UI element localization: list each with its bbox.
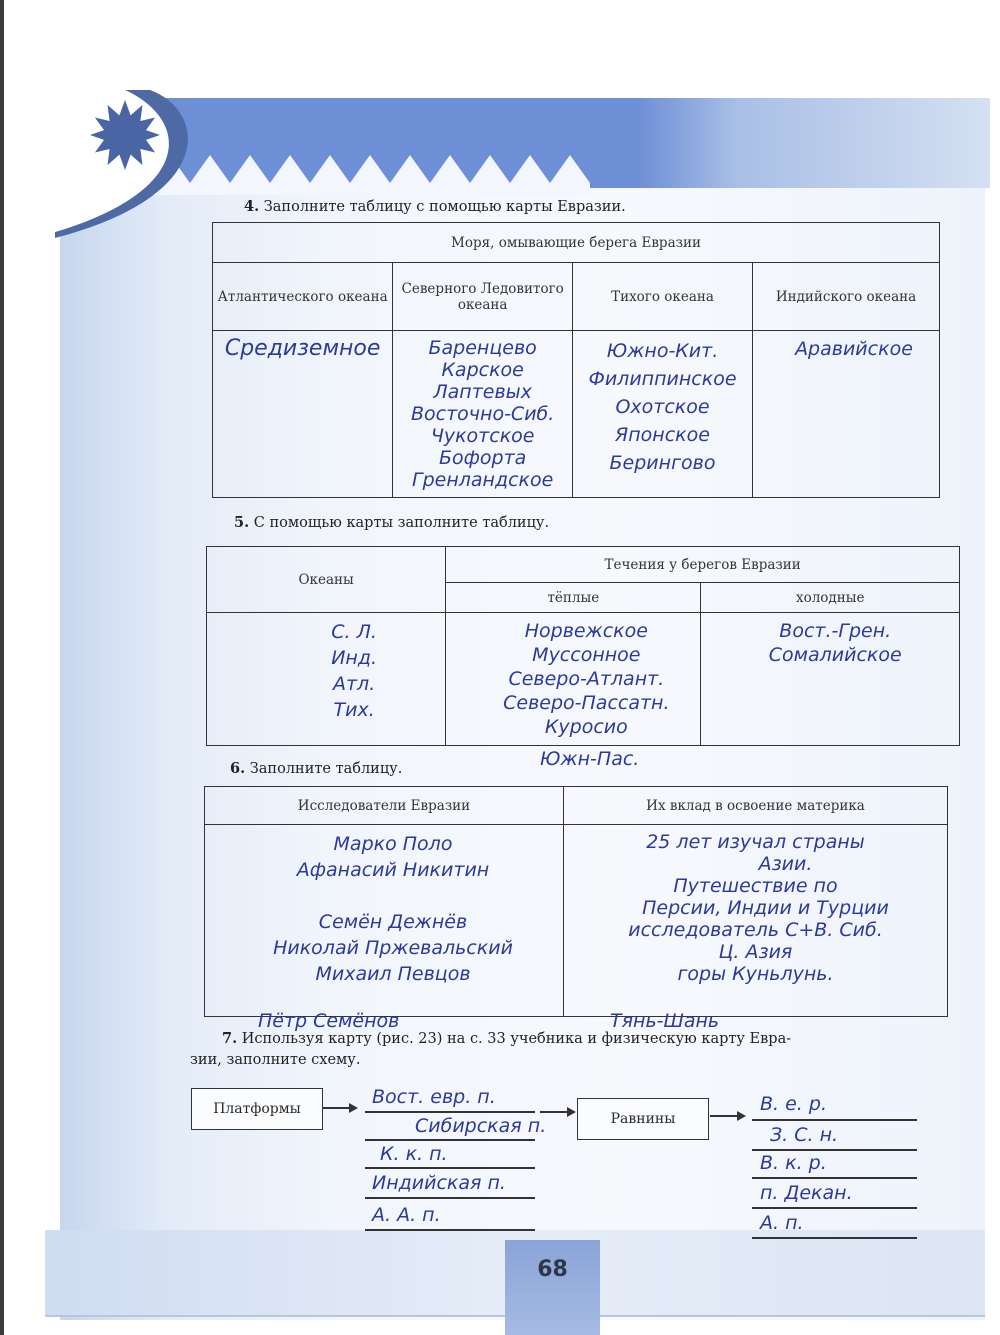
column-header-currents: Течения у берегов Евразии xyxy=(446,547,960,583)
platforms-box: Платформы xyxy=(191,1088,323,1130)
platform-answer-2[interactable]: Сибирская п. xyxy=(415,1115,547,1137)
platform-answer-line-5 xyxy=(365,1229,535,1231)
task7-title-line1: 7. Используя карту (рис. 23) на с. 33 учебника и физическую карту Евра- xyxy=(222,1030,792,1047)
page-number: 68 xyxy=(537,1257,568,1282)
plains-box: Равнины xyxy=(577,1098,709,1140)
plain-answer-line-2 xyxy=(752,1149,917,1151)
task5-title: 5. С помощью карты заполните таблицу. xyxy=(234,514,550,531)
column-header-cold: холодные xyxy=(701,583,960,613)
explorer-overflow-answer: Пётр Семёнов xyxy=(258,1010,400,1032)
platform-answer-5[interactable]: А. А. п. xyxy=(372,1204,441,1226)
cold-currents-answer[interactable]: Вост.-Грен. Сомалийское xyxy=(701,613,960,746)
platform-answer-line-3 xyxy=(365,1167,535,1169)
arctic-seas-answer[interactable]: Баренцево Карское Лаптевых Восточно-Сиб. Чукотское Бофорта Гренландское xyxy=(393,331,573,498)
page-number-tab xyxy=(505,1240,600,1335)
column-header-oceans: Океаны xyxy=(207,547,446,613)
task6-title: 6. Заполните таблицу. xyxy=(230,760,403,777)
column-header-contribution: Их вклад в освоение материка xyxy=(564,787,948,825)
plain-answer-4[interactable]: п. Декан. xyxy=(760,1182,853,1204)
pacific-seas-answer[interactable]: Южно-Кит. Филиппинское Охотское Японское Берингово xyxy=(573,331,753,498)
arrow-right-icon xyxy=(710,1115,744,1117)
contributions-answer[interactable]: 25 лет изучал страны Азии. Путешествие по Персии, Индии и Турции исследователь С+В. Сиб. Ц. Азия горы Куньлунь. xyxy=(564,825,948,1017)
platform-answer-line-4 xyxy=(365,1197,535,1199)
platform-answer-3[interactable]: К. к. п. xyxy=(380,1143,448,1165)
plain-answer-2[interactable]: З. С. н. xyxy=(770,1124,839,1146)
contribution-overflow-answer: Тянь-Шань xyxy=(610,1010,720,1032)
column-header-explorers: Исследователи Евразии xyxy=(205,787,564,825)
header-zigzag xyxy=(150,155,590,195)
column-header-atlantic: Атлантического океана xyxy=(213,263,393,331)
plain-answer-line-4 xyxy=(752,1207,917,1209)
currents-table xyxy=(206,546,960,746)
atlantic-seas-answer[interactable]: Средиземное xyxy=(213,331,393,498)
column-header-pacific: Тихого океана xyxy=(573,263,753,331)
arrow-right-icon xyxy=(322,1107,356,1109)
platform-answer-4[interactable]: Индийская п. xyxy=(372,1172,506,1194)
oceans-answer[interactable]: С. Л. Инд. Атл. Тих. xyxy=(207,613,446,746)
task4-title: 4. Заполните таблицу с помощью карты Евразии. xyxy=(244,198,626,215)
scan-edge xyxy=(0,0,4,1335)
seas-table xyxy=(212,222,940,498)
plain-answer-5[interactable]: А. п. xyxy=(760,1212,804,1234)
indian-seas-answer[interactable]: Аравийское xyxy=(752,331,939,498)
plain-answer-line-1 xyxy=(752,1119,917,1121)
platform-answer-line-1 xyxy=(365,1111,535,1113)
explorers-answer[interactable]: Марко Поло Афанасий Никитин Семён Дежнёв Николай Пржевальский Михаил Певцов xyxy=(205,825,564,1017)
task7-title-line2: зии, заполните схему. xyxy=(190,1052,361,1068)
column-header-arctic: Северного Ледовитого океана xyxy=(393,263,573,331)
arrow-right-icon xyxy=(540,1111,574,1113)
column-header-warm: тёплые xyxy=(446,583,701,613)
plain-answer-line-5 xyxy=(752,1237,917,1239)
plain-answer-1[interactable]: В. е. р. xyxy=(760,1093,827,1115)
explorers-table xyxy=(204,786,948,1017)
platform-answer-1[interactable]: Вост. евр. п. xyxy=(372,1086,496,1108)
warm-currents-answer[interactable]: Норвежское Муссонное Северо-Атлант. Северо-Пассатн. Куросио xyxy=(446,613,701,746)
seas-table-caption: Моря, омывающие берега Евразии xyxy=(213,223,940,263)
twelve-point-star-icon xyxy=(90,100,160,170)
plain-answer-line-3 xyxy=(752,1177,917,1179)
platform-answer-line-2 xyxy=(365,1139,535,1141)
column-header-indian: Индийского океана xyxy=(752,263,939,331)
warm-currents-overflow-answer: Южн-Пас. xyxy=(540,748,640,770)
plain-answer-3[interactable]: В. к. р. xyxy=(760,1152,827,1174)
